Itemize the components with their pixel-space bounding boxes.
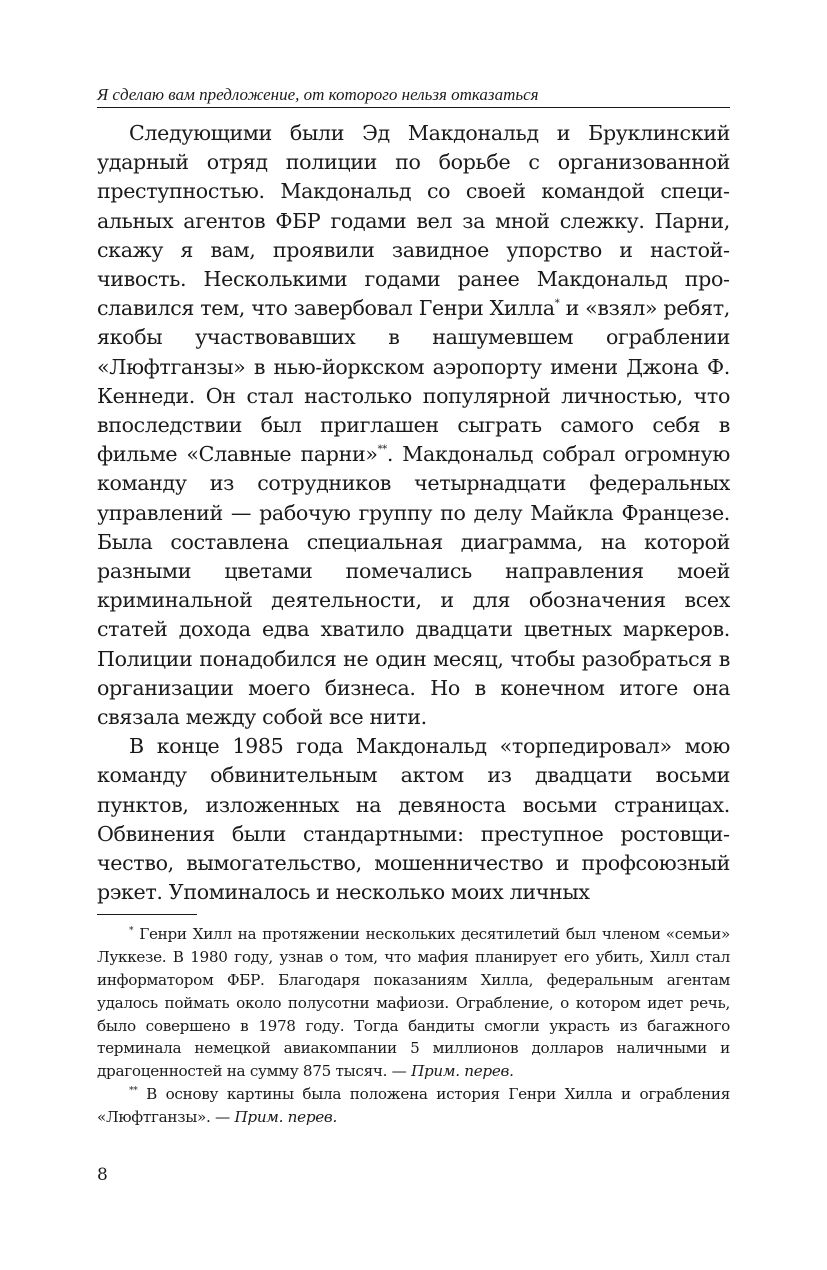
footnotes [97, 923, 730, 1128]
footnote-1-text: Генри Хилл на протяжении нескольких десятилетий был членом «семьи» Луккезе. В 1980 году, узнав о том, что мафия планирует его убить, Хилл стал информатором ФБР. Благодаря показаниям Хилла, федеральным агентам удалось поймать около полусотни мафиози. Ограбление, о котором идет речь, было совершено в 1978 году. Тогда бандиты смогли украсть из багажного терминала немецкой авиакомпании 5 миллионов долларов наличными и драгоценностей на сумму 875 тысяч. — [97, 925, 730, 1081]
paragraph-1-part-2: и «взял» ребят, якобы участвовавших в нашумевшем ограблении «Люфтганзы» в нью-йоркском аэропорту имени Джона Ф. Кеннеди. Он стал настолько популярной личностью, что впоследствии был приглашен сыграть самого себя в фильме «Славные парни» [97, 296, 730, 467]
paragraph-1 [97, 119, 730, 732]
footnote-ref-2: ** [377, 444, 387, 456]
running-head: Я сделаю вам предложение, от которого нельзя отказаться [97, 84, 730, 108]
paragraph-2 [97, 732, 730, 907]
book-page [97, 84, 730, 1129]
footnote-2 [97, 1083, 730, 1129]
paragraph-1-part-3: . Макдональд собрал огромную команду из сотрудников четырнадцати федеральных управлений — рабочую группу по делу Майкла Францезе. Была составлена специальная диаграмма, на которой разными цветами помечались направления моей криминальной деятельности, и для обозначения всех статей дохода едва хватило двадцати цветных маркеров. Полиции понадобился не один месяц, чтобы разобраться в организации моего бизнеса. Но в конечном итоге она связала между собой все нити. [97, 442, 730, 730]
footnote-2-mark: ** [129, 1086, 138, 1097]
page-number: 8 [97, 1165, 108, 1185]
footnote-2-text: В основу картины была положена история Генри Хилла и ограбления «Люфтганзы». — [97, 1085, 730, 1126]
paragraph-2-text: В конце 1985 года Макдональд «торпедировал» мою команду обвинительным актом из двадцати восьми пунктов, изложенных на девяноста восьми страницах. Обвинения были стандартными: преступное ростовщичество, вымогательство, мошенничество и профсоюзный рэкет. Упоминалось и несколько моих личных [97, 734, 730, 905]
body-text [97, 119, 730, 907]
footnote-2-note: Прим. перев. [234, 1107, 337, 1126]
paragraph-1-part-1: Следующими были Эд Макдональд и Бруклинский ударный отряд полиции по борьбе с организованной преступностью. Макдональд со своей командой специальных агентов ФБР годами вел за мной слежку. Парни, скажу я вам, проявили завидное упорство и настойчивость. Несколькими годами ранее Макдональд прославился тем, что завербовал Генри Хилла [97, 121, 730, 321]
footnote-1-note: Прим. перев. [411, 1062, 514, 1081]
footnote-1 [97, 923, 730, 1083]
footnote-divider [97, 914, 197, 915]
footnote-1-mark: * [129, 926, 134, 937]
footnote-ref-1: * [554, 298, 560, 310]
